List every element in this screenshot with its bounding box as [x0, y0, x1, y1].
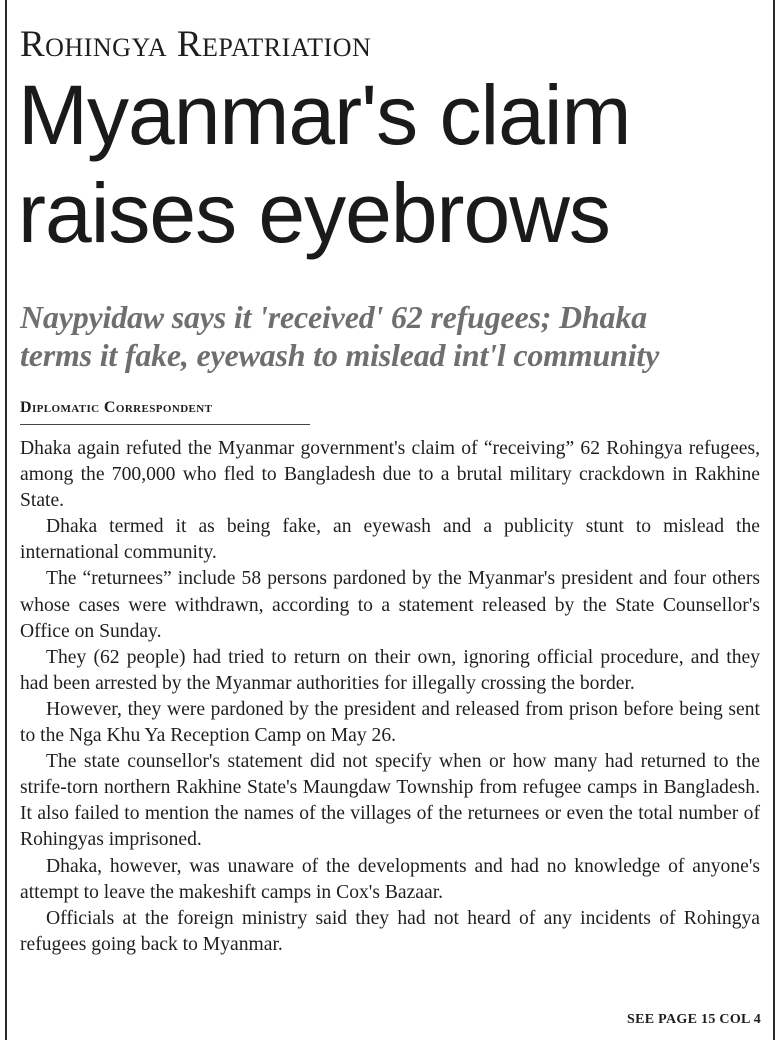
article-body — [20, 436, 760, 958]
section-kicker: Rohingya Repatriation — [20, 24, 372, 65]
byline: Diplomatic Correspondent — [20, 399, 213, 416]
paragraph: Officials at the foreign ministry said they had not heard of any incidents of Rohingya refugees going back to Myanmar. — [20, 907, 760, 955]
headline-line-2: raises eyebrows — [18, 166, 610, 260]
column-rule-right — [773, 0, 775, 1040]
paragraph: Dhaka again refuted the Myanmar government's claim of “receiving” 62 Rohingya refugees, among the 700,000 who fled to Bangladesh due to a brutal military crackdown in Rakhine State. — [20, 438, 760, 512]
paragraph: The “returnees” include 58 persons pardoned by the Myanmar's president and four others whose cases were withdrawn, according to a statement released by the State Counsellor's Office on Sunday. — [20, 568, 760, 642]
subheadline — [20, 298, 765, 374]
paragraph: Dhaka, however, was unaware of the developments and had no knowledge of anyone's attempt to leave the makeshift camps in Cox's Bazaar. — [20, 855, 760, 903]
byline-divider — [20, 424, 310, 425]
paragraph: They (62 people) had tried to return on their own, ignoring official procedure, and they had been arrested by the Myanmar authorities for illegally crossing the border. — [20, 646, 760, 694]
paragraph: The state counsellor's statement did not specify when or how many had returned to the strife-torn northern Rakhine State's Maungdaw Township from refugee camps in Bangladesh. It also failed to mention the names of the villages of the returnees or even the total number of Rohingyas imprisoned. — [20, 751, 760, 851]
continued-on-page-label: SEE PAGE 15 COL 4 — [627, 1012, 761, 1027]
paragraph: Dhaka termed it as being fake, an eyewash and a publicity stunt to mislead the international community. — [20, 516, 760, 564]
headline-line-1: Myanmar's claim — [18, 68, 631, 162]
column-rule-left — [5, 0, 7, 1040]
paragraph: However, they were pardoned by the president and released from prison before being sent to the Nga Khu Ya Reception Camp on May 26. — [20, 698, 760, 747]
subheadline-line-2: terms it fake, eyewash to mislead int'l community — [20, 337, 660, 373]
subheadline-line-1: Naypyidaw says it 'received' 62 refugees; Dhaka — [20, 299, 647, 335]
headline — [18, 66, 763, 262]
